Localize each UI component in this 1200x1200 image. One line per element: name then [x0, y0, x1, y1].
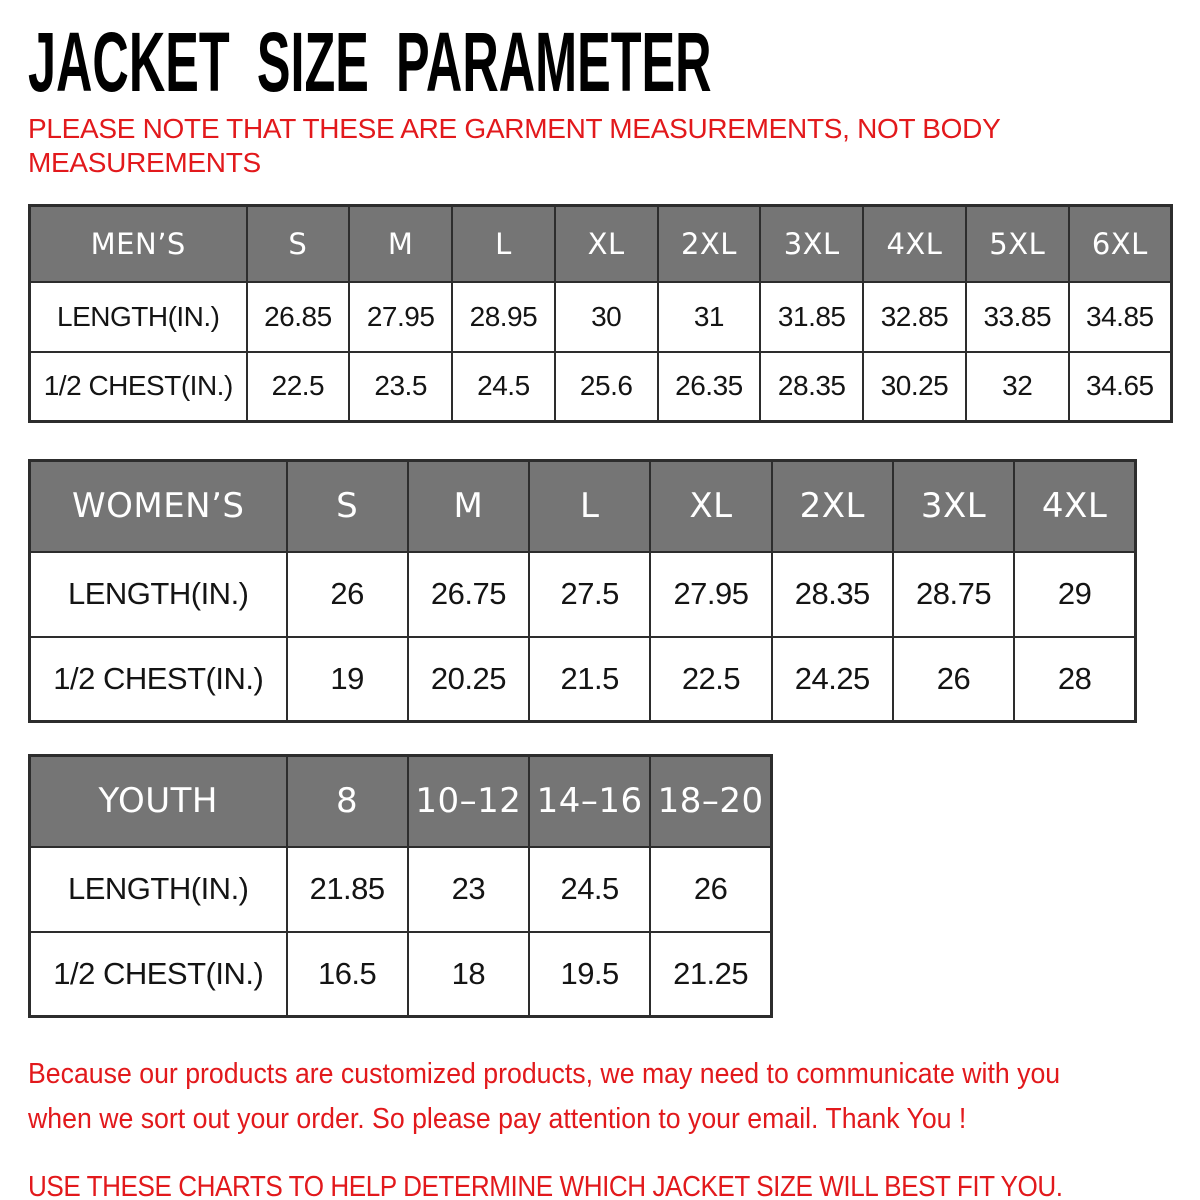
youth-header-row: [30, 756, 772, 847]
measurement-cell: 16.5: [287, 932, 408, 1017]
youth-table-title: YOUTH: [30, 756, 287, 847]
measurement-cell: 20.25: [408, 637, 529, 722]
measurement-cell: 26.75: [408, 552, 529, 637]
measurement-cell: 26: [650, 847, 771, 932]
measurement-cell: 26.85: [247, 282, 350, 352]
size-column-header: S: [247, 206, 350, 282]
mens-header-row: [30, 206, 1172, 282]
table-row: [30, 352, 1172, 422]
size-column-header: 2XL: [658, 206, 761, 282]
mens-size-table: [28, 204, 1173, 423]
size-column-header: L: [529, 461, 650, 552]
measurement-cell: 28.95: [452, 282, 555, 352]
customization-notice-line-2: when we sort out your order. So please pay attention to your email. Thank You !: [28, 1103, 967, 1135]
row-label: 1/2 CHEST(IN.): [30, 637, 287, 722]
measurement-cell: 18: [408, 932, 529, 1017]
size-column-header: 5XL: [966, 206, 1069, 282]
row-label: LENGTH(IN.): [30, 282, 247, 352]
measurement-cell: 23: [408, 847, 529, 932]
size-column-header: S: [287, 461, 408, 552]
measurement-cell: 26.35: [658, 352, 761, 422]
size-column-header: 3XL: [760, 206, 863, 282]
row-label: 1/2 CHEST(IN.): [30, 932, 287, 1017]
size-column-header: 4XL: [1014, 461, 1135, 552]
measurement-cell: 24.5: [452, 352, 555, 422]
measurement-cell: 22.5: [247, 352, 350, 422]
row-label: LENGTH(IN.): [30, 552, 287, 637]
measurement-cell: 21.85: [287, 847, 408, 932]
measurement-cell: 34.65: [1069, 352, 1172, 422]
measurement-cell: 22.5: [650, 637, 771, 722]
customization-notice: [28, 1052, 1080, 1142]
measurement-cell: 21.25: [650, 932, 771, 1017]
size-column-header: L: [452, 206, 555, 282]
page-title-text: JACKET SIZE PARAMETER: [28, 15, 712, 109]
customization-notice-line-1: Because our products are customized products, we may need to communicate with you: [28, 1058, 1061, 1090]
womens-table-title: WOMEN’S: [30, 461, 287, 552]
measurement-cell: 28.75: [893, 552, 1014, 637]
measurement-cell: 30.25: [863, 352, 966, 422]
youth-size-table: [28, 754, 773, 1018]
measurement-cell: 27.5: [529, 552, 650, 637]
page-title: [28, 15, 1172, 109]
table-row: [30, 282, 1172, 352]
measurement-cell: 29: [1014, 552, 1135, 637]
size-column-header: M: [349, 206, 452, 282]
row-label: 1/2 CHEST(IN.): [30, 352, 247, 422]
mens-table-title: MEN’S: [30, 206, 247, 282]
measurement-cell: 19: [287, 637, 408, 722]
size-column-header: M: [408, 461, 529, 552]
measurement-cell: 28: [1014, 637, 1135, 722]
measurement-cell: 27.95: [349, 282, 452, 352]
row-label: LENGTH(IN.): [30, 847, 287, 932]
measurement-cell: 31.85: [760, 282, 863, 352]
measurement-cell: 28.35: [772, 552, 893, 637]
size-column-header: 4XL: [863, 206, 966, 282]
size-column-header: 2XL: [772, 461, 893, 552]
size-column-header: XL: [555, 206, 658, 282]
measurement-cell: 33.85: [966, 282, 1069, 352]
measurement-cell: 21.5: [529, 637, 650, 722]
size-column-header: 8: [287, 756, 408, 847]
measurement-cell: 32: [966, 352, 1069, 422]
measurement-cell: 32.85: [863, 282, 966, 352]
measurement-cell: 24.5: [529, 847, 650, 932]
measurement-cell: 27.95: [650, 552, 771, 637]
size-column-header: 14–16: [529, 756, 650, 847]
measurement-cell: 24.25: [772, 637, 893, 722]
measurement-cell: 30: [555, 282, 658, 352]
table-row: [30, 637, 1136, 722]
measurement-cell: 31: [658, 282, 761, 352]
measurement-cell: 34.85: [1069, 282, 1172, 352]
size-column-header: 6XL: [1069, 206, 1172, 282]
size-column-header: 10–12: [408, 756, 529, 847]
note-line-2: MEASUREMENTS: [28, 147, 261, 178]
measurement-cell: 19.5: [529, 932, 650, 1017]
garment-measurement-note: [28, 112, 1172, 180]
size-column-header: 3XL: [893, 461, 1014, 552]
measurement-cell: 26: [893, 637, 1014, 722]
measurement-cell: 28.35: [760, 352, 863, 422]
womens-size-table: [28, 459, 1137, 723]
note-line-1: PLEASE NOTE THAT THESE ARE GARMENT MEASUREMENTS, NOT BODY: [28, 113, 1001, 144]
size-column-header: XL: [650, 461, 771, 552]
measurement-cell: 26: [287, 552, 408, 637]
table-row: [30, 552, 1136, 637]
table-row: [30, 847, 772, 932]
chart-usage-note: USE THESE CHARTS TO HELP DETERMINE WHICH JACKET SIZE WILL BEST FIT YOU.: [28, 1171, 1063, 1200]
womens-header-row: [30, 461, 1136, 552]
measurement-cell: 23.5: [349, 352, 452, 422]
table-row: [30, 932, 772, 1017]
size-column-header: 18–20: [650, 756, 771, 847]
measurement-cell: 25.6: [555, 352, 658, 422]
